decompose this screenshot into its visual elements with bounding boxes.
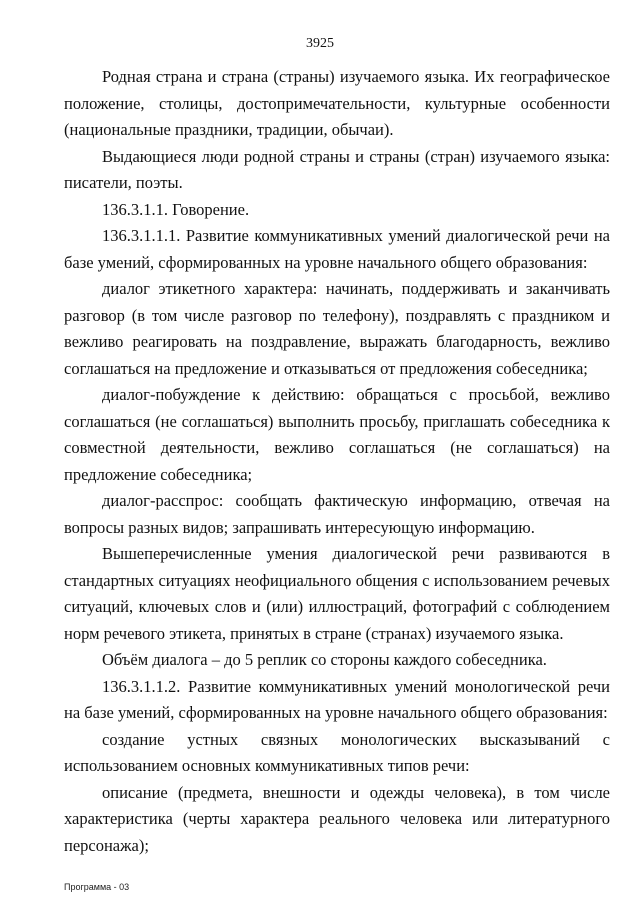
paragraph-inquiry-dialog: диалог-расспрос: сообщать фактическую информацию, отвечая на вопросы разных видов; запрашивать интересующую информацию. xyxy=(64,491,610,537)
document-body xyxy=(64,64,610,859)
paragraph-monologic-speech: 136.3.1.1.2. Развитие коммуникативных умений монологической речи на базе умений, сформированных на уровне начального общего образования: xyxy=(64,676,610,722)
paragraph-oral-statements: создание устных связных монологических высказываний с использованием основных коммуникативных типов речи: xyxy=(64,729,610,775)
paragraph-native-country: Родная страна и страна (страны) изучаемого языка. Их географическое положение, столицы, достопримечательности, культурные особенности (национальные праздники, традиции, обычаи). xyxy=(64,67,610,139)
section-heading-speaking: 136.3.1.1. Говорение. xyxy=(102,199,250,219)
page-number: 3925 xyxy=(306,36,334,51)
paragraph-dialog-volume: Объём диалога – до 5 реплик со стороны каждого собеседника. xyxy=(102,650,547,669)
paragraph-description: описание (предмета, внешности и одежды человека), в том числе характеристика (черты характера реального человека или литературного персонажа); xyxy=(64,782,610,855)
footer-label: Программа - 03 xyxy=(64,882,130,892)
paragraph-dialogic-speech: 136.3.1.1.1. Развитие коммуникативных умений диалогической речи на базе умений, сформированных на уровне начального общего образования: xyxy=(64,226,610,272)
paragraph-etiquette-dialog: диалог этикетного характера: начинать, поддерживать и заканчивать разговор (в том числе разговор по телефону), поздравлять с праздником и вежливо реагировать на поздравление, выражать благодарность, вежливо соглашаться на предложение и отказываться от предложения собеседника; xyxy=(64,279,610,378)
paragraph-action-dialog: диалог-побуждение к действию: обращаться с просьбой, вежливо соглашаться (не соглашаться) выполнить просьбу, приглашать собеседника к совместной деятельности, вежливо соглашаться (не соглашаться) на предложение собеседника; xyxy=(64,385,610,484)
paragraph-outstanding-people: Выдающиеся люди родной страны и страны (стран) изучаемого языка: писатели, поэты. xyxy=(64,146,610,192)
paragraph-situations: Вышеперечисленные умения диалогической речи развиваются в стандартных ситуациях неофициального общения с использованием речевых ситуаций, ключевых слов и (или) иллюстраций, фотографий с соблюдением норм речевого этикета, принятых в стране (странах) изучаемого языка. xyxy=(64,544,610,643)
